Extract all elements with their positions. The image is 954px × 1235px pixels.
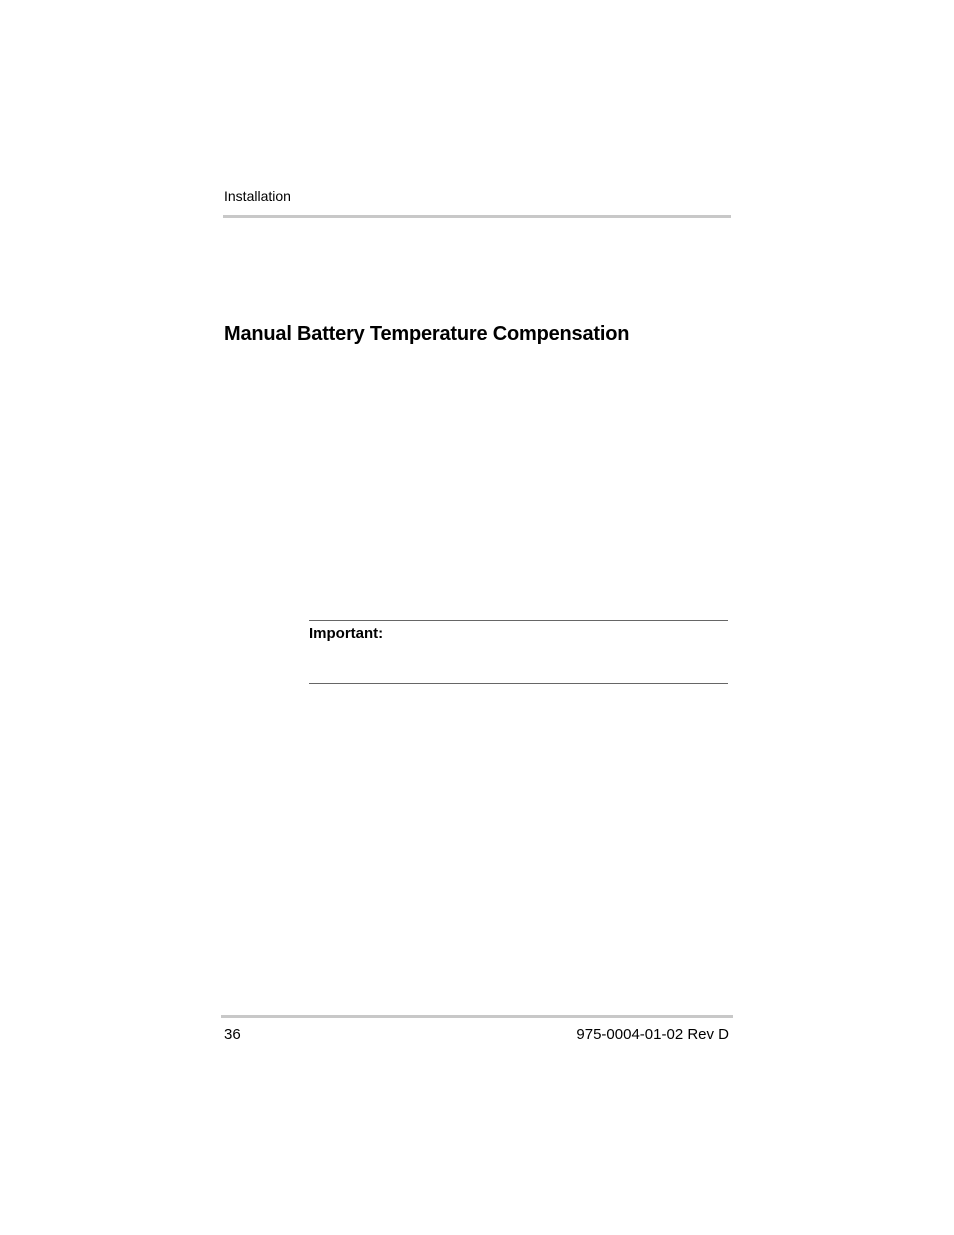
section-title: Manual Battery Temperature Compensation: [224, 323, 630, 345]
running-header: Installation: [224, 188, 291, 204]
header-divider: [223, 215, 731, 218]
document-number: 975-0004-01-02 Rev D: [576, 1026, 729, 1043]
important-note-box: [309, 620, 728, 684]
important-label: Important:: [309, 625, 384, 642]
footer-divider: [221, 1015, 733, 1018]
page-number: 36: [224, 1026, 241, 1043]
